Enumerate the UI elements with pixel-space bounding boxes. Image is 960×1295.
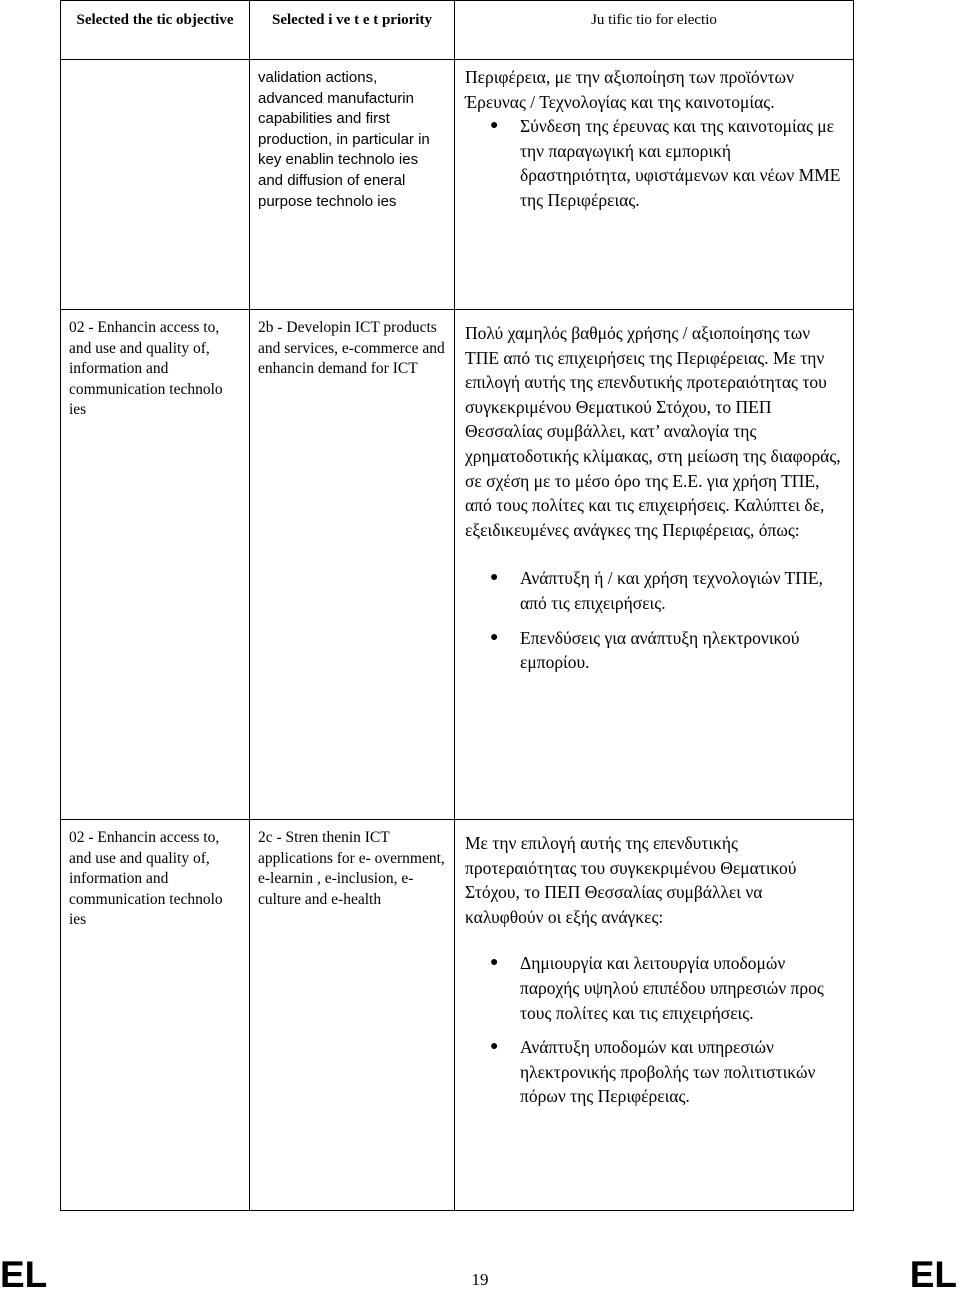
bullet-icon: ● <box>490 118 499 134</box>
list-item: ● Σύνδεση της έρευνας και της καινοτομίας με την παραγωγική και εμπορική δραστηριότητα, υφιστάμενων και νέων ΜΜΕ της Περιφέρειας. <box>490 116 841 210</box>
justification-cell <box>455 820 854 1211</box>
header-justification: Ju tific tio for electio <box>455 1 854 60</box>
objective-cell: 02 - Enhancin access to, and use and quality of, information and communication technolo ies <box>61 820 250 1211</box>
header-investment-priority: Selected i ve t e t priority <box>250 1 455 60</box>
justification-bullets <box>465 566 843 674</box>
page-number: 19 <box>471 1270 489 1289</box>
priority-cell: validation actions, advanced manufacturin capabilities and first production, in particular in key enablin technolo ies and diffusion of eneral purpose technolo ies <box>250 60 455 310</box>
justification-cell <box>455 310 854 820</box>
objective-cell: 02 - Enhancin access to, and use and quality of, information and communication technolo ies <box>61 310 250 820</box>
justification-paragraph: Περιφέρεια, με την αξιοποίηση των προϊόντων Έρευνας / Τεχνολογίας και της καινοτομίας. <box>465 67 794 112</box>
justification-paragraph: Πολύ χαμηλός βαθμός χρήσης / αξιοποίησης των ΤΠΕ από τις επιχειρήσεις της Περιφέρειας. Με την επιλογή αυτής της επενδυτικής προτεραιότητας του συγκεκριμένου Θεματικού Στόχου, το ΠΕΠ Θεσσαλίας συμβάλλει, κατ’ αναλογία της χρηματοδοτικής κλίμακας, στη μείωση της διαφοράς, σε σχέση με το μέσο όρο της Ε.Ε. για χρήση ΤΠΕ, από τους πολίτες και τις επιχειρήσεις. Καλύπτει δε, εξειδικευμένες ανάγκες της Περιφέρειας, όπως: <box>465 323 841 540</box>
header-thematic-objective: Selected the tic objective <box>61 1 250 60</box>
bullet-icon: ● <box>490 1039 499 1055</box>
priority-cell: 2c - Stren thenin ICT applications for e- overnment, e-learnin , e-inclusion, e-culture and e-health <box>250 820 455 1211</box>
footer-country-code-right: EL <box>909 1254 957 1295</box>
footer-country-code-left: EL <box>0 1254 48 1295</box>
objective-cell <box>61 60 250 310</box>
list-item: ● Δημιουργία και λειτουργία υποδομών παροχής υψηλού επιπέδου υπηρεσιών προς τους πολίτες και τις επιχειρήσεις. <box>490 953 824 1023</box>
justification-bullets <box>465 951 843 1109</box>
list-item: ● Ανάπτυξη υποδομών και υπηρεσιών ηλεκτρονικής προβολής των πολιτιστικών πόρων της Περιφέρειας. <box>490 1037 816 1107</box>
list-item: ● Επενδύσεις για ανάπτυξη ηλεκτρονικού εμπορίου. <box>490 627 800 673</box>
priority-cell: 2b - Developin ICT products and services, e-commerce and enhancin demand for ICT <box>250 310 455 820</box>
bullet-icon: ● <box>490 629 499 645</box>
table-header-row <box>61 1 854 60</box>
justification-table <box>60 0 854 1211</box>
justification-paragraph: Με την επιλογή αυτής της επενδυτικής προτεραιότητας του συγκεκριμένου Θεματικού Στόχου, το ΠΕΠ Θεσσαλίας συμβάλλει να καλυφθούν οι εξής ανάγκες: <box>465 833 797 927</box>
table-row <box>61 60 854 310</box>
justification-bullets <box>465 114 843 212</box>
bullet-icon: ● <box>490 955 499 971</box>
table-row <box>61 310 854 820</box>
list-item: ● Ανάπτυξη ή / και χρήση τεχνολογιών ΤΠΕ, από τις επιχειρήσεις. <box>490 568 823 613</box>
justification-cell <box>455 60 854 310</box>
table-row <box>61 820 854 1211</box>
bullet-icon: ● <box>490 570 499 586</box>
